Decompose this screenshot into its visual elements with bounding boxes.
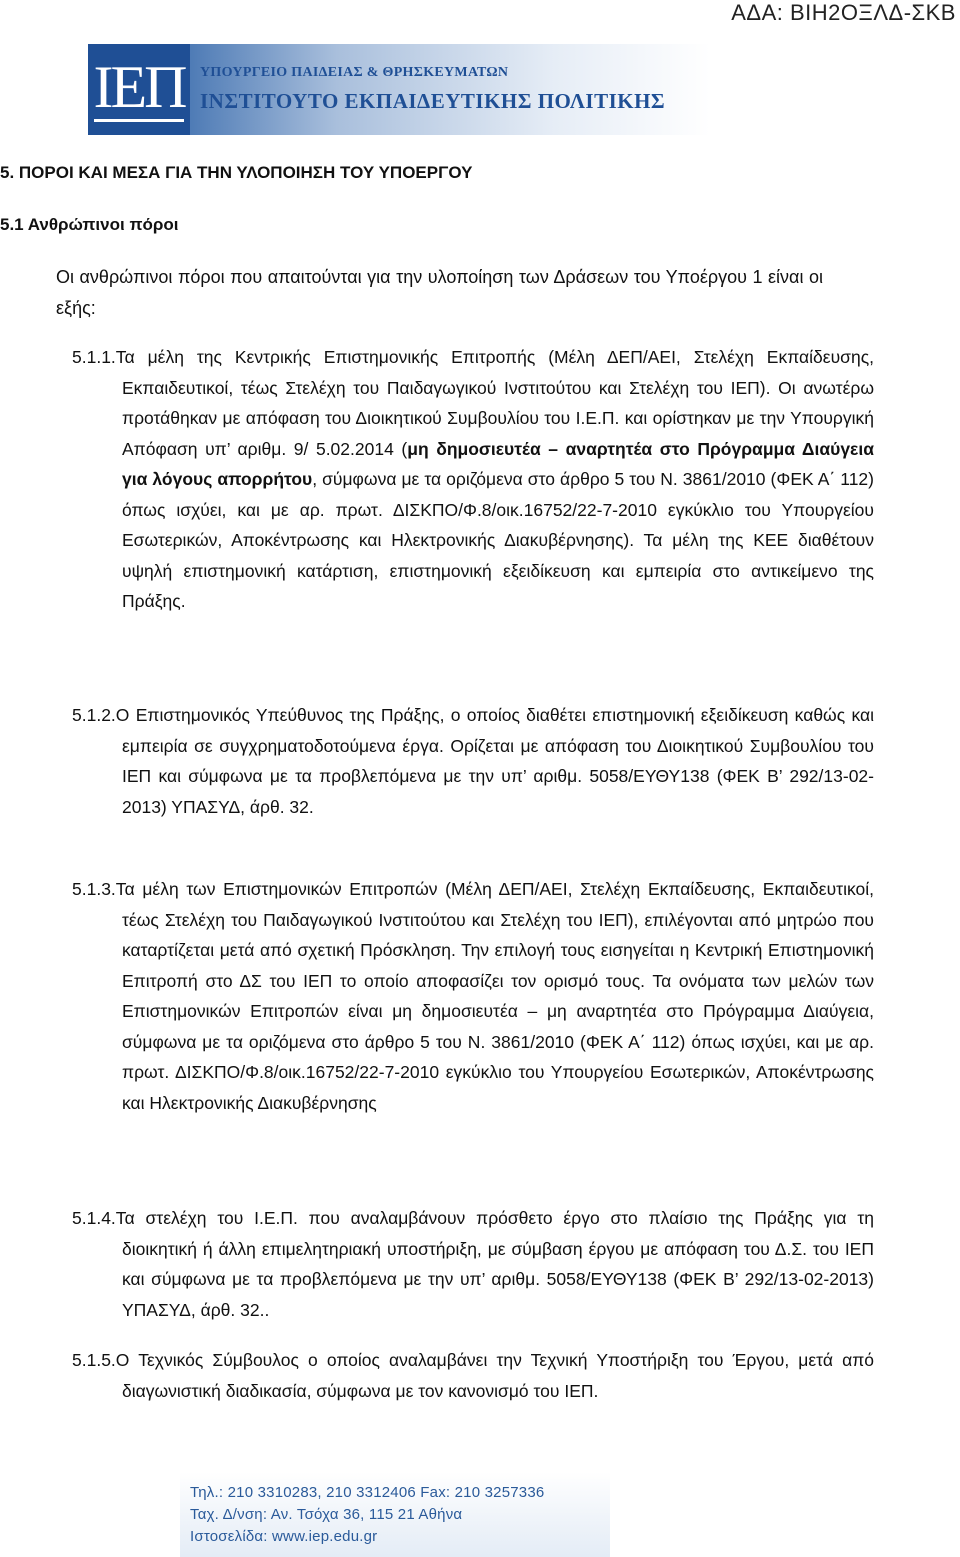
logo-emblem <box>88 44 190 135</box>
item-number: 5.1.4. <box>72 1208 116 1228</box>
logo-mark: ΙΕΠ <box>93 54 185 120</box>
item-number: 5.1.1. <box>72 347 116 367</box>
item-number: 5.1.5. <box>72 1350 116 1370</box>
list-item <box>72 342 874 617</box>
intro-paragraph <box>0 262 823 324</box>
list-item <box>72 1345 874 1406</box>
footer-phones: Τηλ.: 210 3310283, 210 3312406 Fax: 210 3257336 <box>190 1484 545 1501</box>
section-subheading: 5.1 Ανθρώπινοι πόροι <box>0 215 179 234</box>
logo-institute: ΙΝΣΤΙΤΟΥΤΟ ΕΚΠΑΙΔΕΥΤΙΚΗΣ ΠΟΛΙΤΙΚΗΣ <box>200 89 666 113</box>
list-item <box>72 700 874 822</box>
ada-code: ΑΔΑ: ΒΙΗ2ΟΞΛΔ-ΣΚΒ <box>731 0 956 25</box>
footer-website: Ιστοσελίδα: www.iep.edu.gr <box>190 1528 378 1545</box>
item-text: Τα στελέχη του Ι.Ε.Π. που αναλαμβάνουν πρόσθετο έργο στο πλαίσιο της Πράξης για τη διοικητική ή άλλη επιμελητηριακή υποστήριξη, με σύμβαση έργου με απόφαση του Δ.Σ. του ΙΕΠ και σύμφωνα με τα προβλεπόμενα με την υπ’ αριθμ. 5058/ΕΥΘΥ138 (ΦΕΚ Β’ 292/13-02-2013) ΥΠΑΣΥΔ, άρθ. 32.. <box>115 1208 874 1320</box>
item-text-cont: , σύμφωνα με τα οριζόμενα στο άρθρο 5 του Ν. 3861/2010 (ΦΕΚ Α΄ 112) όπως ισχύει, και με αρ. πρωτ. ΔΙΣΚΠΟ/Φ.8/οικ.16752/22-7-2010 εγκύκλιο του Υπουργείου Εσωτερικών, Αποκέντρωσης και Ηλεκτρονικής Διακυβέρνησης). Τα μέλη της ΚΕΕ διαθέτουν υψηλή επιστημονική κατάρτιση, επιστημονική εξειδίκευση και εμπειρία στο αντικείμενο της Πράξης. <box>122 469 874 611</box>
section-heading: 5. ΠΟΡΟΙ ΚΑΙ ΜΕΣΑ ΓΙΑ ΤΗΝ ΥΛΟΠΟΙΗΣΗ ΤΟΥ ΥΠΟΕΡΓΟΥ <box>0 163 473 182</box>
item-text: Ο Επιστημονικός Υπεύθυνος της Πράξης, ο οποίος διαθέτει επιστημονική εξειδίκευση καθώς και εμπειρία σε συγχρηματοδοτούμενα έργα. Ορίζεται με απόφαση του Διοικητικού Συμβουλίου του ΙΕΠ και σύμφωνα με τα προβλεπόμενα με την υπ’ αριθμ. 5058/ΕΥΘΥ138 (ΦΕΚ Β’ 292/13-02-2013) ΥΠΑΣΥΔ, άρθ. 32. <box>115 705 874 817</box>
intro-text: Οι ανθρώπινοι πόροι που απαιτούνται για την υλοποίηση των Δράσεων του Υποέργου 1 είναι οι εξής: <box>56 267 823 318</box>
item-text: Ο Τεχνικός Σύμβουλος ο οποίος αναλαμβάνει την Τεχνική Υποστήριξη του Έργου, μετά από διαγωνιστική διαδικασία, σύμφωνα με τον κανονισμό του ΙΕΠ. <box>115 1350 874 1401</box>
footer-address: Ταχ. Δ/νση: Αν. Τσόχα 36, 115 21 Αθήνα <box>190 1506 463 1523</box>
footer <box>180 1472 610 1557</box>
list-item <box>72 1203 874 1325</box>
item-text: Τα μέλη της Κεντρικής Επιστημονικής Επιτροπής (Μέλη ΔΕΠ/ΑΕΙ, Στελέχη Εκπαίδευσης, Εκπαιδευτικοί, τέως Στελέχη του Παιδαγωγικού Ινστιτούτου και Στελέχη του ΙΕΠ). Οι ανωτέρω προτάθηκαν με απόφαση του Διοικητικού Συμβουλίου του Ι.Ε.Π. και ορίστηκαν με την Υπουργική Απόφαση υπ’ αριθμ. 9/ 5.02.2014 ( <box>115 347 874 459</box>
item-number: 5.1.3. <box>72 879 116 899</box>
item-bold-text: μη δημοσιευτέα – αναρτητέα στο Πρόγραμμα Διαύγεια για λόγους απορρήτου <box>122 438 874 489</box>
logo-ministry: ΥΠΟΥΡΓΕΙΟ ΠΑΙΔΕΙΑΣ & ΘΡΗΣΚΕΥΜΑΤΩΝ <box>200 65 509 80</box>
item-text: Τα μέλη των Επιστημονικών Επιτροπών (Μέλη ΔΕΠ/ΑΕΙ, Στελέχη Εκπαίδευσης, Εκπαιδευτικοί, τέως Στελέχη του Παιδαγωγικού Ινστιτούτου και Στελέχη του ΙΕΠ), επιλέγονται από μητρώο που καταρτίζεται μετά από σχετική Πρόσκληση. Την επιλογή τους εισηγείται η Κεντρική Επιστημονική Επιτροπή στο ΔΣ του ΙΕΠ το οποίο αποφασίζει τον ορισμό τους. Τα ονόματα των μελών των Επιστημονικών Επιτροπών είναι μη δημοσιευτέα – μη αναρτητέα στο Πρόγραμμα Διαύγεια, σύμφωνα με τα οριζόμενα στο άρθρο 5 του Ν. 3861/2010 (ΦΕΚ Α΄ 112) όπως ισχύει, και με αρ. πρωτ. ΔΙΣΚΠΟ/Φ.8/οικ.16752/22-7-2010 εγκύκλιο του Υπουργείου Εσωτερικών, Αποκέντρωσης και Ηλεκτρονικής Διακυβέρνησης <box>115 879 874 1113</box>
item-number: 5.1.2. <box>72 705 116 725</box>
list-item <box>72 874 874 1118</box>
